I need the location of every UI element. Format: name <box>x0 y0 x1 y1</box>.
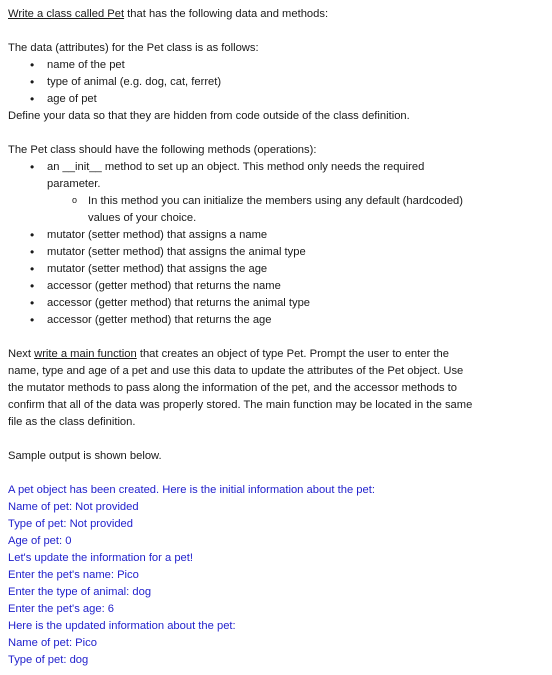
sample-output-line: Enter the pet's name: Pico <box>8 569 139 581</box>
sample-output-line: Name of pet: Not provided <box>8 501 139 513</box>
methods-bullet-get-age: • accessor (getter method) that returns the age <box>8 312 544 329</box>
main-line-post: that creates an object of type Pet. Prompt the user to enter the <box>136 348 449 360</box>
methods-subbullet-init-continued: values of your choice. <box>88 212 197 224</box>
methods-bullet-set-type: • mutator (setter method) that assigns the animal type <box>8 244 544 261</box>
methods-bullet-set-name: • mutator (setter method) that assigns a name <box>8 227 544 244</box>
intro-line <box>8 6 544 23</box>
data-hidden-note: Define your data so that they are hidden from code outside of the class definition. <box>8 110 410 122</box>
spacer <box>8 431 544 448</box>
methods-heading: The Pet class should have the following methods (operations): <box>8 144 317 156</box>
main-paragraph-line-4: confirm that all of the data was properly stored. The main function may be located in the same <box>8 399 473 411</box>
sample-output-line: Name of pet: Pico <box>8 637 97 649</box>
sample-output-line: Let's update the information for a pet! <box>8 552 193 564</box>
sample-output-line: Type of pet: Not provided <box>8 518 134 530</box>
data-bullet-name: • name of the pet <box>8 57 544 74</box>
methods-bullet-get-type: • accessor (getter method) that returns the animal type <box>8 295 544 312</box>
main-paragraph-line-2: name, type and age of a pet and use this data to update the attributes of the Pet object. Use <box>8 365 464 377</box>
methods-subbullet-init: o In this method you can initialize the members using any default (hardcoded) <box>8 193 544 210</box>
main-line-pre: Next <box>8 348 35 360</box>
sample-output-line: Enter the pet's age: 6 <box>8 603 115 615</box>
sample-output-line: A pet object has been created. Here is the initial information about the pet: <box>8 484 375 496</box>
data-bullet-type: • type of animal (e.g. dog, cat, ferret) <box>8 74 544 91</box>
sample-output-line: Enter the type of animal: dog <box>8 586 152 598</box>
methods-bullet-get-name: • accessor (getter method) that returns the name <box>8 278 544 295</box>
sample-heading: Sample output is shown below. <box>8 450 162 462</box>
document-body <box>8 6 544 669</box>
main-paragraph-line-3: the mutator methods to pass along the information of the pet, and the accessor methods to <box>8 382 458 394</box>
intro-underlined: Write a class called Pet <box>8 8 125 20</box>
spacer <box>8 465 544 482</box>
spacer <box>8 23 544 40</box>
main-paragraph-line-1 <box>8 346 544 363</box>
sample-output-line: Age of pet: 0 <box>8 535 72 547</box>
methods-bullet-init: • an __init__ method to set up an object. This method only needs the required <box>8 159 544 176</box>
data-bullet-age: • age of pet <box>8 91 544 108</box>
sample-output-line: Type of pet: dog <box>8 654 89 666</box>
methods-bullet-init-continued: parameter. <box>47 178 101 190</box>
main-line-underlined: write a main function <box>34 348 137 360</box>
intro-rest: that has the following data and methods: <box>124 8 329 20</box>
methods-bullet-set-age: • mutator (setter method) that assigns the age <box>8 261 544 278</box>
spacer <box>8 329 544 346</box>
sample-output-line: Here is the updated information about the pet: <box>8 620 236 632</box>
main-paragraph-line-5: file as the class definition. <box>8 416 136 428</box>
data-heading: The data (attributes) for the Pet class is as follows: <box>8 42 259 54</box>
spacer <box>8 125 544 142</box>
